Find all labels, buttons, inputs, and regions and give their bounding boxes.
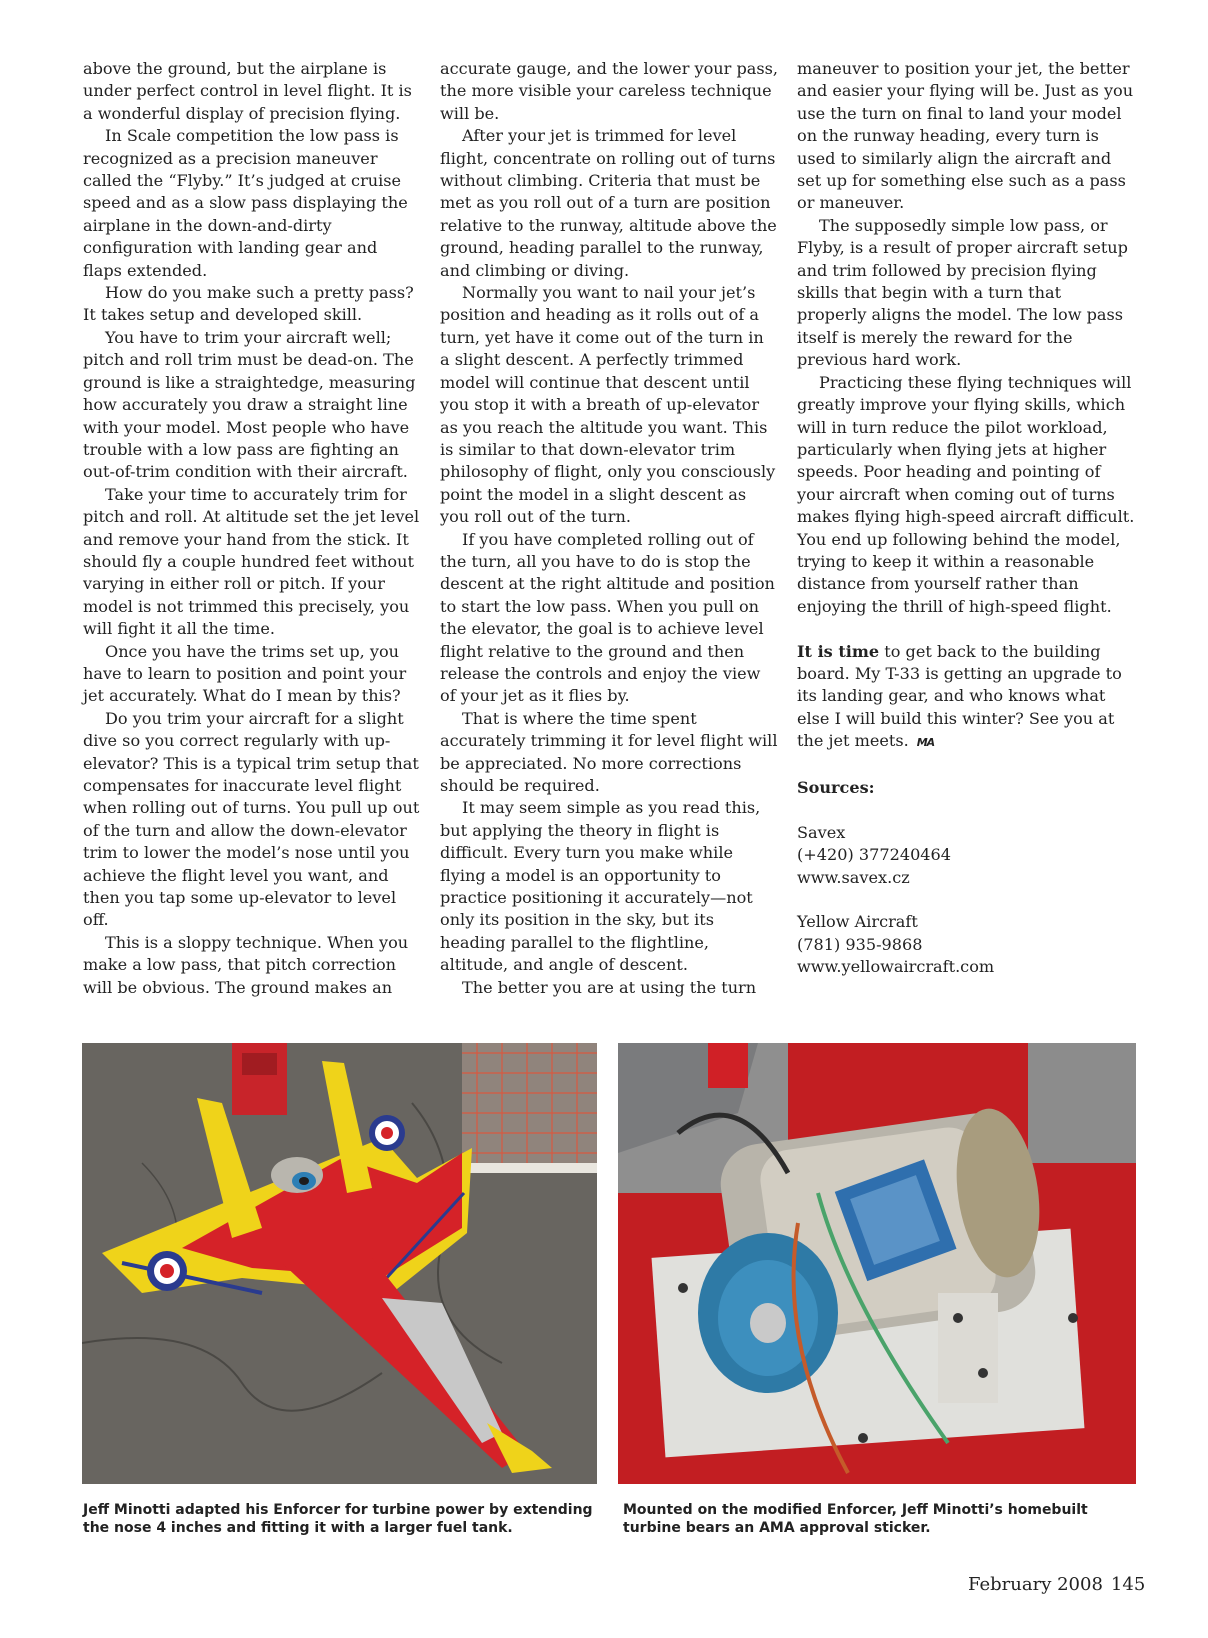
paragraph: It may seem simple as you read this, but applying the theory in flight is difficult. Every turn you make while flying a model is an opportunity to practice positioning it accurately—not only its position in the sky, but its heading parallel to the flightline, altitude, and angle of descent.: [440, 798, 761, 975]
closing-text: to get back to the building board. My T-33 is getting an upgrade to its landing gear, and who knows what else I will build this winter? See you at the jet meets.: [797, 641, 1122, 751]
source-entry: [797, 822, 1135, 889]
paragraph: accurate gauge, and the lower your pass, the more visible your careless technique will be.: [440, 59, 778, 123]
paragraph: In Scale competition the low pass is recognized as a precision maneuver called the “Flyby.” It’s judged at cruise speed and as a slow pass displaying the airplane in the down-and-dirty configuration with landing gear and flaps extended.: [83, 126, 408, 280]
paragraph: The better you are at using the turn: [462, 977, 757, 997]
source-web: www.yellowaircraft.com: [797, 957, 995, 977]
paragraph: If you have completed rolling out of the turn, all you have to do is stop the descent at the right altitude and position to start the low pass. When you pull on the elevator, the goal is to achieve level flight relative to the ground and then release the controls and enjoy the view of your jet as it flies by.: [440, 529, 775, 706]
paragraph: Take your time to accurately trim for pitch and roll. At altitude set the jet level and remove your hand from the stick. It should fly a couple hundred feet without varying in either roll or pitch. If your model is not trimmed this precisely, you will fight it all the time.: [83, 484, 420, 639]
source-name: Yellow Aircraft: [797, 912, 918, 932]
turbine-illustration: [618, 1043, 1136, 1484]
paragraph: maneuver to position your jet, the better and easier your flying will be. Just as you use the turn on final to land your model on the runway heading, every turn is used to similarly align the aircraft and set up for something else such as a pass or maneuver.: [797, 59, 1134, 213]
page-footer: [968, 1574, 1145, 1595]
article-column-1: [83, 58, 421, 999]
left-photo-caption: Jeff Minotti adapted his Enforcer for turbine power by extending the nose 4 inches and fitting it with a larger fuel tank.: [83, 1502, 593, 1536]
paragraph: Once you have the trims set up, you have to learn to position and point your jet accurately. What do I mean by this?: [83, 641, 407, 706]
page-number: 145: [1110, 1574, 1146, 1595]
issue-date: February 2008: [968, 1574, 1103, 1595]
paragraph: above the ground, but the airplane is under perfect control in level flight. It is a wonderful display of precision flying.: [83, 59, 412, 123]
source-web: www.savex.cz: [797, 867, 910, 887]
article-column-3: [797, 58, 1135, 979]
paragraph: That is where the time spent accurately trimming it for level flight will be appreciated. No more corrections should be required.: [440, 708, 778, 795]
paragraph: After your jet is trimmed for level flight, concentrate on rolling out of turns without climbing. Criteria that must be met as you roll out of a turn are position relative to the runway, altitude above the ground, heading parallel to the runway, and climbing or diving.: [440, 126, 777, 280]
source-phone: (781) 935-9868: [797, 934, 923, 954]
paragraph: This is a sloppy technique. When you make a low pass, that pitch correction will be obvious. The ground makes an: [83, 932, 409, 997]
paragraph: How do you make such a pretty pass? It takes setup and developed skill.: [83, 283, 414, 325]
article-column-2: [440, 58, 778, 999]
paragraph: The supposedly simple low pass, or Flyby, is a result of proper aircraft setup and trim followed by precision flying skills that begin with a turn that properly aligns the model. The low pass itself is merely the reward for the previous hard work.: [797, 215, 1128, 370]
source-phone: (+420) 377240464: [797, 845, 952, 865]
closing-paragraph: [797, 641, 1135, 755]
enforcer-jet-photo: [82, 1043, 597, 1484]
right-photo-caption: Mounted on the modified Enforcer, Jeff Minotti’s homebuilt turbine bears an AMA approval sticker.: [623, 1502, 1088, 1536]
enforcer-jet-illustration: [82, 1043, 597, 1484]
sources-heading: [797, 777, 1135, 799]
sources-heading-text: Sources:: [797, 777, 875, 797]
turbine-closeup-photo: [618, 1043, 1136, 1484]
paragraph: You have to trim your aircraft well; pitch and roll trim must be dead-on. The ground is like a straightedge, measuring how accurately you draw a straight line with your model. Most people who have trouble with a low pass are fighting an out-of-trim condition with their aircraft.: [83, 327, 416, 482]
paragraph: Normally you want to nail your jet’s position and heading as it rolls out of a turn, yet have it come out of the turn in a slight descent. A perfectly trimmed model will continue that descent until you stop it with a breath of up-elevator as you reach the altitude you want. This is similar to that down-elevator trim philosophy of flight, only you consciously point the model in a slight descent as you roll out of the turn.: [440, 283, 776, 527]
signoff-mark: MA: [916, 736, 935, 750]
source-name: Savex: [797, 822, 846, 842]
source-entry: [797, 911, 1135, 978]
paragraph: Do you trim your aircraft for a slight dive so you correct regularly with up-elevator? This is a typical trim setup that compensates for inaccurate level flight when rolling out of turns. You pull up out of the turn and allow the down-elevator trim to lower the model’s nose until you achieve the flight level you want, and then you tap some up-elevator to level off.: [83, 708, 420, 930]
paragraph: Practicing these flying techniques will greatly improve your flying skills, which will in turn reduce the pilot workload, particularly when flying jets at higher speeds. Poor heading and pointing of your aircraft when coming out of turns makes flying high-speed aircraft difficult. You end up following behind the model, trying to keep it within a reasonable distance from yourself rather than enjoying the thrill of high-speed flight.: [797, 372, 1135, 616]
closing-lead: It is time: [797, 641, 880, 661]
